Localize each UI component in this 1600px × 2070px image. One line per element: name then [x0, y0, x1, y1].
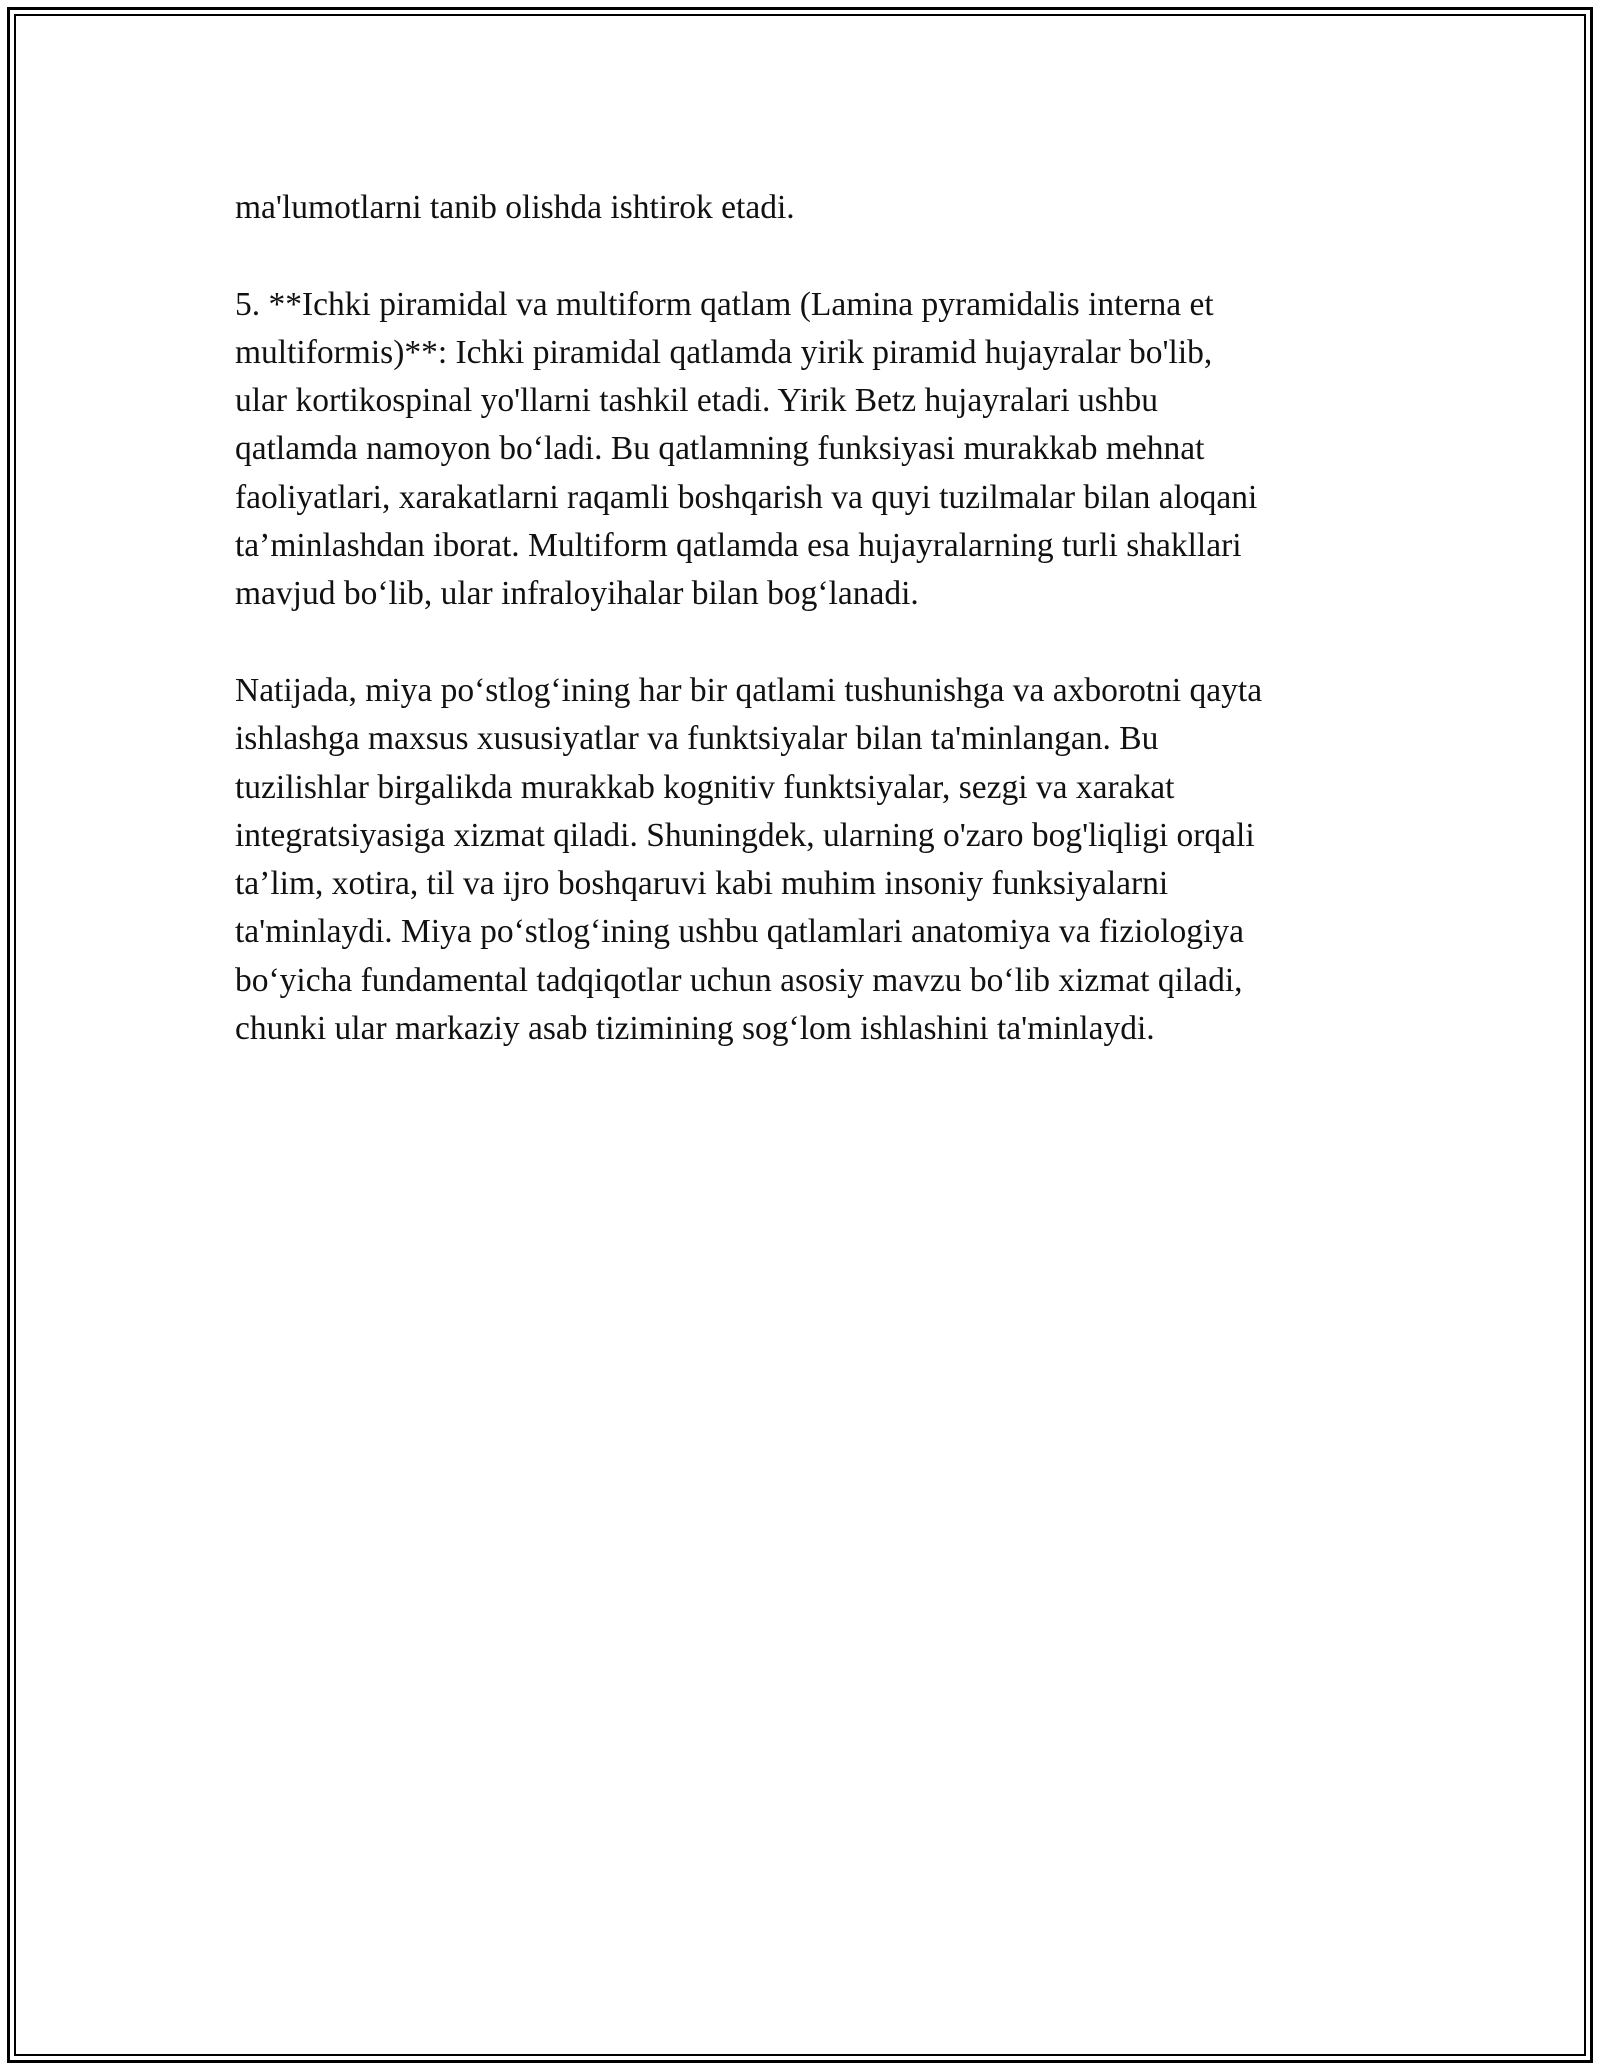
paragraph-continuation [235, 184, 1365, 232]
text-line: faoliyatlari, xarakatlarni raqamli boshqarish va quyi tuzilmalar bilan aloqani [235, 478, 1258, 516]
paragraph-conclusion [235, 667, 1365, 1053]
document-body [235, 184, 1365, 1102]
paragraph-layer-5 [235, 281, 1365, 619]
text-line: tuzilishlar birgalikda murakkab kognitiv funktsiyalar, sezgi va xarakat [235, 768, 1175, 806]
text-line: ma'lumotlarni tanib olishda ishtirok etadi. [235, 189, 795, 226]
text-line: mavjud bo‘lib, ular infraloyihalar bilan bog‘lanadi. [235, 575, 919, 613]
text-line: bo‘yicha fundamental tadqiqotlar uchun asosiy mavzu bo‘lib xizmat qiladi, [235, 961, 1243, 999]
text-line: 5. **Ichki piramidal va multiform qatlam (Lamina pyramidalis interna et [235, 285, 1214, 323]
text-line: ishlashga maxsus xususiyatlar va funktsiyalar bilan ta'minlangan. Bu [235, 720, 1159, 758]
text-line: qatlamda namoyon bo‘ladi. Bu qatlamning funksiyasi murakkab mehnat [235, 430, 1205, 468]
text-line: ular kortikospinal yo'llarni tashkil etadi. Yirik Betz hujayralari ushbu [235, 382, 1159, 420]
text-line: ta'minlaydi. Miya po‘stlog‘ining ushbu qatlamlari anatomiya va fiziologiya [235, 913, 1244, 951]
text-line: integratsiyasiga xizmat qiladi. Shuningdek, ularning o'zaro bog'liqligi orqali [235, 816, 1255, 854]
text-line: Natijada, miya po‘stlog‘ining har bir qatlami tushunishga va axborotni qayta [235, 671, 1263, 709]
text-line: multiformis)**: Ichki piramidal qatlamda yirik piramid hujayralar bo'lib, [235, 333, 1213, 371]
text-line: ta’minlashdan iborat. Multiform qatlamda esa hujayralarning turli shakllari [235, 527, 1242, 565]
text-line: ta’lim, xotira, til va ijro boshqaruvi kabi muhim insoniy funksiyalarni [235, 865, 1169, 903]
text-line: chunki ular markaziy asab tizimining sog‘lom ishlashini ta'minlaydi. [235, 1010, 1155, 1048]
